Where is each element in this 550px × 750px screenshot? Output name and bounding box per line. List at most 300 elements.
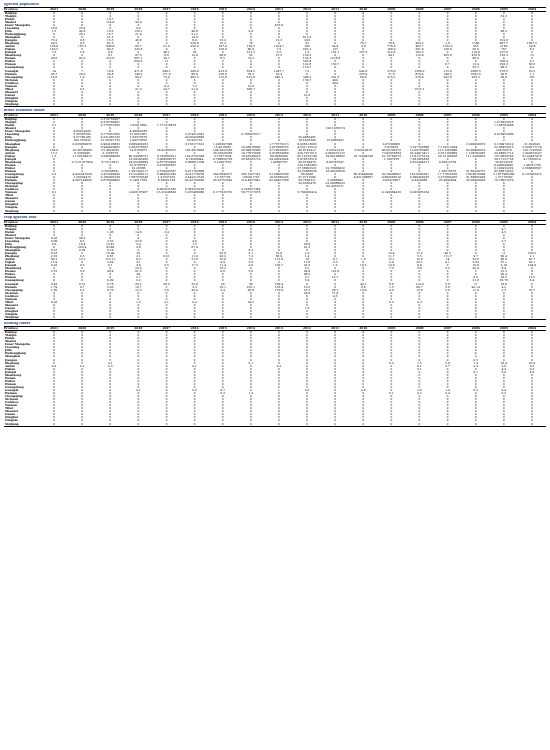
value-cell: 0 bbox=[137, 248, 140, 252]
value-cell: 0 bbox=[474, 382, 477, 386]
value-cell: 114.9 bbox=[415, 282, 424, 286]
value-cell: 0 bbox=[531, 29, 533, 33]
value-cell: 0 bbox=[306, 239, 308, 243]
province-name: Inner Mongolia bbox=[5, 343, 31, 347]
value-cell: 0 bbox=[109, 267, 112, 271]
value-cell: 0 bbox=[249, 66, 252, 70]
value-cell: 0 bbox=[390, 93, 393, 97]
year-header: 2017 bbox=[162, 220, 171, 224]
value-cell: 0 bbox=[193, 93, 196, 97]
value-cell: 128.9 bbox=[443, 48, 452, 52]
value-cell: 0 bbox=[474, 136, 477, 140]
value-cell: 0.3 bbox=[248, 248, 254, 252]
value-cell: 35.78 bbox=[499, 279, 508, 283]
value-cell: 80.93444048 bbox=[353, 172, 373, 176]
value-cell: 0 bbox=[390, 245, 393, 249]
value-cell: 0 bbox=[221, 29, 224, 33]
value-cell: 0 bbox=[446, 242, 449, 246]
value-cell: 0 bbox=[502, 84, 505, 88]
value-cell: 14 bbox=[52, 69, 56, 73]
year-header: 2018 bbox=[134, 220, 143, 224]
value-cell: 0 bbox=[53, 139, 55, 143]
value-cell: 0 bbox=[278, 361, 280, 365]
value-cell: 0 bbox=[109, 11, 112, 15]
value-cell: 0 bbox=[109, 273, 112, 277]
value-cell: 0 bbox=[249, 340, 252, 344]
value-cell: 0 bbox=[362, 242, 365, 246]
value-cell: 0 bbox=[81, 261, 84, 265]
value-cell: 8.8 bbox=[360, 285, 366, 289]
value-cell: 76.76651979 bbox=[494, 179, 514, 183]
value-cell: 0 bbox=[53, 145, 55, 149]
value-cell: 0 bbox=[53, 309, 55, 313]
value-cell: 14.9 bbox=[191, 36, 198, 40]
value-cell: 0.002031382 bbox=[156, 188, 177, 192]
value-cell: 0 bbox=[502, 78, 505, 82]
province-name: Hunan bbox=[5, 63, 16, 67]
value-cell: 0 bbox=[362, 392, 365, 396]
value-cell: 35.8 bbox=[528, 63, 536, 67]
value-cell: 0 bbox=[165, 379, 168, 383]
province-name: Xinjiang bbox=[5, 316, 19, 320]
value-cell: 0 bbox=[221, 306, 224, 310]
value-cell: 0 bbox=[165, 343, 168, 347]
value-cell: 0 bbox=[53, 200, 55, 204]
value-cell: 13 bbox=[530, 54, 534, 58]
value-cell: 0 bbox=[418, 355, 421, 359]
value-cell: 0 bbox=[334, 176, 337, 180]
value-cell: 0 bbox=[334, 197, 337, 201]
value-cell: 0 bbox=[334, 279, 337, 283]
value-cell: 0 bbox=[249, 373, 252, 377]
value-cell: 0 bbox=[249, 367, 252, 371]
value-cell: 0 bbox=[109, 300, 112, 304]
value-cell: 0 bbox=[109, 413, 112, 417]
value-cell: 0 bbox=[137, 100, 140, 103]
value-cell: 25 bbox=[136, 252, 141, 256]
value-cell: 0 bbox=[418, 242, 421, 246]
value-cell: 0 bbox=[109, 206, 112, 210]
value-cell: 0 bbox=[362, 316, 365, 320]
value-cell: 0 bbox=[502, 373, 505, 377]
value-cell: 13.25248626 bbox=[156, 191, 177, 195]
value-cell: 0 bbox=[109, 340, 112, 344]
year-header: 2007 bbox=[443, 113, 452, 118]
value-cell: 0 bbox=[221, 188, 224, 192]
value-cell: 0 bbox=[474, 11, 477, 15]
value-cell: 0 bbox=[418, 227, 421, 231]
value-cell: 0 bbox=[165, 227, 168, 231]
value-cell: 0 bbox=[446, 36, 449, 40]
value-cell: 0 bbox=[278, 87, 280, 91]
value-cell: 0 bbox=[362, 100, 365, 103]
value-cell: 0 bbox=[418, 66, 421, 70]
value-cell: 1.85 bbox=[50, 288, 58, 292]
value-cell: 0 bbox=[502, 20, 505, 24]
value-cell: 0 bbox=[362, 96, 365, 100]
value-cell: 98.2 bbox=[303, 273, 311, 277]
value-cell: 0 bbox=[137, 355, 140, 359]
value-cell: 0 bbox=[390, 364, 393, 368]
value-cell: 0 bbox=[165, 224, 168, 228]
value-cell: 0 bbox=[418, 14, 421, 18]
province-name: Chongqing bbox=[5, 395, 23, 399]
value-cell: 0 bbox=[221, 36, 224, 40]
value-cell: 0 bbox=[334, 36, 337, 40]
province-name: Zhejiang bbox=[5, 255, 20, 259]
value-cell: 0 bbox=[306, 121, 308, 125]
year-header: 2004 bbox=[527, 220, 536, 224]
value-cell: 15.91575214 bbox=[409, 154, 430, 158]
value-cell: 0 bbox=[531, 117, 533, 122]
value-cell: 0 bbox=[334, 130, 337, 134]
value-cell: 0 bbox=[53, 179, 55, 183]
value-cell: 0 bbox=[137, 103, 140, 107]
value-cell: 0 bbox=[502, 236, 505, 240]
value-cell: 0 bbox=[474, 352, 477, 356]
value-cell: 0 bbox=[81, 410, 84, 414]
value-cell: 0 bbox=[81, 358, 84, 362]
value-cell: 0 bbox=[81, 388, 84, 392]
value-cell: 611.8 bbox=[302, 36, 312, 40]
value-cell: 0 bbox=[137, 227, 140, 231]
value-cell: 0 bbox=[474, 20, 477, 24]
section-title: crop affected area bbox=[4, 215, 37, 219]
value-cell: 0 bbox=[531, 17, 533, 21]
value-cell: 5.197742696 bbox=[409, 145, 430, 149]
value-cell: 0.4 bbox=[445, 392, 450, 396]
value-cell: 0 bbox=[334, 407, 337, 411]
value-cell: 1.5 bbox=[389, 285, 394, 289]
value-cell: 0 bbox=[109, 163, 112, 167]
value-cell: 0 bbox=[474, 413, 477, 417]
value-cell: 3.442212516 bbox=[184, 176, 205, 180]
value-cell: 0 bbox=[446, 182, 449, 186]
value-cell: 0 bbox=[165, 127, 168, 131]
value-cell: 0 bbox=[109, 392, 112, 396]
value-cell: 0 bbox=[418, 294, 421, 298]
province-name: Qinghai bbox=[5, 96, 18, 100]
value-cell: 0 bbox=[81, 124, 84, 128]
province-name: Jiangsu bbox=[5, 39, 18, 43]
value-cell: 0 bbox=[306, 379, 308, 383]
value-cell: 0 bbox=[334, 330, 337, 335]
value-cell: 0 bbox=[193, 124, 196, 128]
value-cell: 53 bbox=[305, 42, 309, 46]
value-cell: 0 bbox=[390, 413, 393, 417]
value-cell: 0 bbox=[531, 179, 533, 183]
value-cell: 0 bbox=[81, 200, 84, 204]
value-cell: 0 bbox=[502, 312, 505, 316]
value-cell: 0 bbox=[109, 182, 112, 186]
value-cell: 0 bbox=[249, 224, 252, 228]
value-cell: 0 bbox=[193, 407, 196, 411]
value-cell: 0 bbox=[306, 124, 308, 128]
value-cell: 5.308609727 bbox=[156, 157, 177, 161]
value-cell: 0 bbox=[165, 245, 168, 249]
value-cell: 612.8 bbox=[246, 75, 255, 79]
value-cell: 0 bbox=[418, 352, 421, 356]
value-cell: 0 bbox=[109, 188, 112, 192]
value-cell: 0 bbox=[418, 334, 421, 338]
province-name: Heilongjiang bbox=[5, 32, 26, 36]
value-cell: 1.1987978 bbox=[383, 157, 400, 161]
value-cell: 16.6 bbox=[500, 282, 508, 286]
value-cell: 2.3 bbox=[501, 288, 507, 292]
value-cell: 0 bbox=[502, 23, 505, 27]
value-cell: 0 bbox=[278, 32, 280, 36]
value-cell: 0 bbox=[165, 416, 168, 420]
year-header: 2016 bbox=[190, 7, 199, 11]
value-cell: 0 bbox=[221, 343, 224, 347]
value-cell: 0 bbox=[53, 185, 55, 189]
value-cell: 0 bbox=[109, 166, 112, 170]
value-cell: 55.5 bbox=[472, 66, 479, 70]
value-cell: 0 bbox=[221, 206, 224, 210]
value-cell: 0 bbox=[531, 191, 533, 195]
value-cell: 0 bbox=[502, 117, 505, 122]
value-cell: 0 bbox=[390, 227, 393, 231]
value-cell: 0 bbox=[362, 340, 365, 344]
value-cell: 0 bbox=[502, 224, 505, 228]
value-cell: 0 bbox=[306, 29, 308, 33]
value-cell: 56.9 bbox=[472, 48, 479, 52]
value-cell: 0 bbox=[221, 407, 224, 411]
value-cell: 0 bbox=[249, 422, 252, 426]
value-cell: 0.890080518 bbox=[381, 176, 402, 180]
value-cell: 0 bbox=[221, 96, 224, 100]
value-cell: 0 bbox=[137, 370, 140, 374]
value-cell: 0 bbox=[137, 151, 140, 155]
value-cell: 0 bbox=[474, 312, 477, 316]
value-cell: 0 bbox=[221, 376, 224, 380]
value-cell: 0 bbox=[446, 291, 449, 295]
value-cell: 180 bbox=[304, 45, 310, 49]
value-cell: 0 bbox=[53, 306, 55, 310]
value-cell: 0 bbox=[531, 413, 533, 417]
value-cell: 0 bbox=[446, 51, 449, 55]
value-cell: 0 bbox=[362, 14, 365, 18]
value-cell: 0 bbox=[193, 276, 196, 280]
value-cell: 1.5 bbox=[136, 300, 141, 304]
province-name: Ningxia bbox=[5, 419, 18, 423]
value-cell: 11.7 bbox=[388, 255, 395, 259]
value-cell: 0 bbox=[53, 410, 55, 414]
value-cell: 0 bbox=[249, 401, 252, 405]
value-cell: 0 bbox=[334, 267, 337, 271]
province-name: Fujian bbox=[5, 48, 16, 52]
value-cell: 0 bbox=[418, 422, 421, 426]
value-cell: 0 bbox=[362, 179, 365, 183]
year-header: 2009 bbox=[387, 113, 396, 118]
value-cell: 0 bbox=[474, 93, 477, 97]
value-cell: 554.5 bbox=[246, 69, 255, 73]
value-cell: 0 bbox=[53, 422, 55, 426]
province-name: Ningxia bbox=[5, 100, 18, 103]
value-cell: 167.6 bbox=[218, 45, 227, 49]
value-cell: 0 bbox=[221, 224, 224, 228]
value-cell: 3.000000070 bbox=[466, 142, 486, 146]
value-cell: 158.5 bbox=[246, 45, 255, 49]
value-cell: 0 bbox=[390, 373, 393, 377]
value-cell: 0 bbox=[221, 200, 224, 204]
value-cell: 0 bbox=[81, 294, 84, 298]
value-cell: 63.9 bbox=[275, 255, 283, 259]
value-cell: 2.1 bbox=[164, 300, 169, 304]
value-cell: 0 bbox=[137, 297, 140, 301]
value-cell: 0 bbox=[418, 100, 421, 103]
value-cell: 0 bbox=[221, 17, 224, 21]
value-cell: 0 bbox=[446, 270, 449, 274]
value-cell: 0 bbox=[278, 334, 280, 338]
value-cell: 0 bbox=[109, 209, 112, 213]
value-cell: 20.3 bbox=[78, 72, 86, 76]
value-cell: 0 bbox=[474, 60, 477, 64]
value-cell: 5.3 bbox=[332, 261, 338, 265]
value-cell: 404 bbox=[332, 81, 338, 85]
value-cell: 0 bbox=[81, 355, 84, 359]
value-cell: 0 bbox=[221, 382, 224, 386]
value-cell: 9.221465193 bbox=[100, 136, 120, 140]
value-cell: 0 bbox=[193, 11, 196, 15]
value-cell: 0 bbox=[334, 133, 337, 137]
value-cell: 0 bbox=[306, 404, 308, 408]
value-cell: 0 bbox=[306, 352, 308, 356]
value-cell: 0 bbox=[446, 166, 449, 170]
value-cell: 1.9 bbox=[304, 51, 310, 55]
value-cell: 0 bbox=[418, 416, 421, 420]
province-name: Guizhou bbox=[5, 294, 19, 298]
value-cell: 109.7 bbox=[274, 264, 284, 268]
value-cell: 0 bbox=[446, 407, 449, 411]
value-cell: 967.7 bbox=[499, 42, 508, 46]
value-cell: 0 bbox=[53, 349, 55, 353]
value-cell: 0 bbox=[221, 14, 224, 18]
value-cell: 0 bbox=[531, 197, 533, 201]
value-cell: 133.3 bbox=[302, 57, 312, 61]
value-cell: 0 bbox=[306, 358, 308, 362]
value-cell: 0 bbox=[137, 303, 140, 307]
value-cell: 4.2 bbox=[501, 285, 507, 289]
value-cell: 0 bbox=[81, 334, 84, 338]
value-cell: 0 bbox=[137, 316, 140, 320]
value-cell: 0 bbox=[278, 248, 280, 252]
value-cell: 67.4 bbox=[191, 245, 198, 249]
value-cell: 0.675494311 bbox=[409, 160, 430, 164]
value-cell: 495.5 bbox=[190, 75, 199, 79]
value-cell: 0 bbox=[474, 330, 477, 335]
province-name: Shandong bbox=[5, 267, 22, 271]
value-cell: 0.03 bbox=[50, 236, 58, 240]
value-cell: 88.4 bbox=[107, 270, 114, 274]
value-cell: 0 bbox=[418, 78, 421, 82]
province-name: Anhui bbox=[5, 364, 15, 368]
value-cell: 16.8 bbox=[219, 258, 226, 262]
value-cell: 0 bbox=[193, 63, 196, 67]
value-cell: 0 bbox=[81, 361, 84, 365]
value-cell: 0 bbox=[81, 188, 84, 192]
value-cell: 0 bbox=[474, 124, 477, 128]
value-cell: 10.7 bbox=[107, 17, 114, 21]
value-cell: 0 bbox=[334, 17, 337, 21]
province-name: Fujian bbox=[5, 367, 16, 371]
value-cell: 16.6 bbox=[50, 26, 58, 30]
value-cell: 0 bbox=[193, 236, 196, 240]
value-cell: 0 bbox=[81, 209, 84, 213]
value-cell: 0 bbox=[109, 416, 112, 420]
value-cell: 0 bbox=[109, 233, 112, 237]
value-cell: 109.4 bbox=[274, 282, 284, 286]
value-cell: 0 bbox=[362, 48, 365, 52]
value-cell: 0 bbox=[531, 242, 533, 246]
value-cell: 471.8 bbox=[134, 69, 143, 73]
value-cell: 0 bbox=[221, 312, 224, 316]
value-cell: 0 bbox=[306, 349, 308, 353]
year-header: 2014 bbox=[246, 7, 255, 11]
value-cell: 0 bbox=[362, 209, 365, 213]
value-cell: 0 bbox=[221, 291, 224, 295]
value-cell: 0 bbox=[306, 84, 308, 88]
value-cell: 0 bbox=[446, 124, 449, 128]
value-cell: 0 bbox=[109, 203, 112, 207]
value-cell: 0 bbox=[109, 309, 112, 313]
value-cell: 0 bbox=[390, 32, 393, 36]
value-cell: 0 bbox=[306, 236, 308, 240]
value-cell: 1.1 bbox=[529, 72, 535, 76]
value-cell: 0 bbox=[474, 252, 477, 256]
value-cell: 0 bbox=[81, 117, 84, 122]
value-cell: 0 bbox=[446, 191, 449, 195]
value-cell: 0 bbox=[418, 273, 421, 277]
value-cell: 0 bbox=[334, 349, 337, 353]
value-cell: 0.3 bbox=[529, 367, 535, 371]
value-cell: 0 bbox=[53, 276, 55, 280]
value-cell: 0 bbox=[193, 230, 196, 234]
value-cell: 0 bbox=[81, 17, 84, 21]
value-cell: 0 bbox=[390, 382, 393, 386]
value-cell: 0 bbox=[474, 133, 477, 137]
value-cell: 0 bbox=[221, 303, 224, 307]
value-cell: 0 bbox=[53, 209, 55, 213]
value-cell: 0 bbox=[390, 87, 393, 91]
value-cell: 0 bbox=[531, 376, 533, 380]
value-cell: 0 bbox=[418, 297, 421, 301]
value-cell: 0.3 bbox=[220, 392, 226, 396]
value-cell: 0 bbox=[502, 300, 505, 304]
value-cell: 19 bbox=[305, 258, 309, 262]
value-cell: 41 bbox=[136, 261, 141, 265]
value-cell: 0 bbox=[474, 191, 477, 195]
value-cell: 0 bbox=[165, 103, 168, 107]
value-cell: 0 bbox=[390, 182, 393, 186]
value-cell: 0 bbox=[165, 182, 168, 186]
value-cell: 15.94 bbox=[106, 252, 115, 256]
value-cell: 0 bbox=[418, 63, 421, 67]
value-cell: 0 bbox=[502, 355, 505, 359]
value-cell: 0 bbox=[278, 14, 280, 18]
value-cell: 0 bbox=[109, 197, 112, 201]
province-name: Hunan bbox=[5, 382, 16, 386]
value-cell: 0 bbox=[109, 81, 112, 85]
value-cell: 0 bbox=[418, 57, 421, 61]
value-cell: 0 bbox=[306, 23, 308, 27]
value-cell: 11 bbox=[501, 252, 506, 256]
value-cell: 15.8 bbox=[247, 84, 255, 88]
value-cell: 92.48457389 bbox=[269, 179, 289, 183]
value-cell: 0 bbox=[137, 14, 140, 18]
value-cell: 21.9 bbox=[135, 32, 142, 36]
value-cell: 0 bbox=[165, 139, 168, 143]
